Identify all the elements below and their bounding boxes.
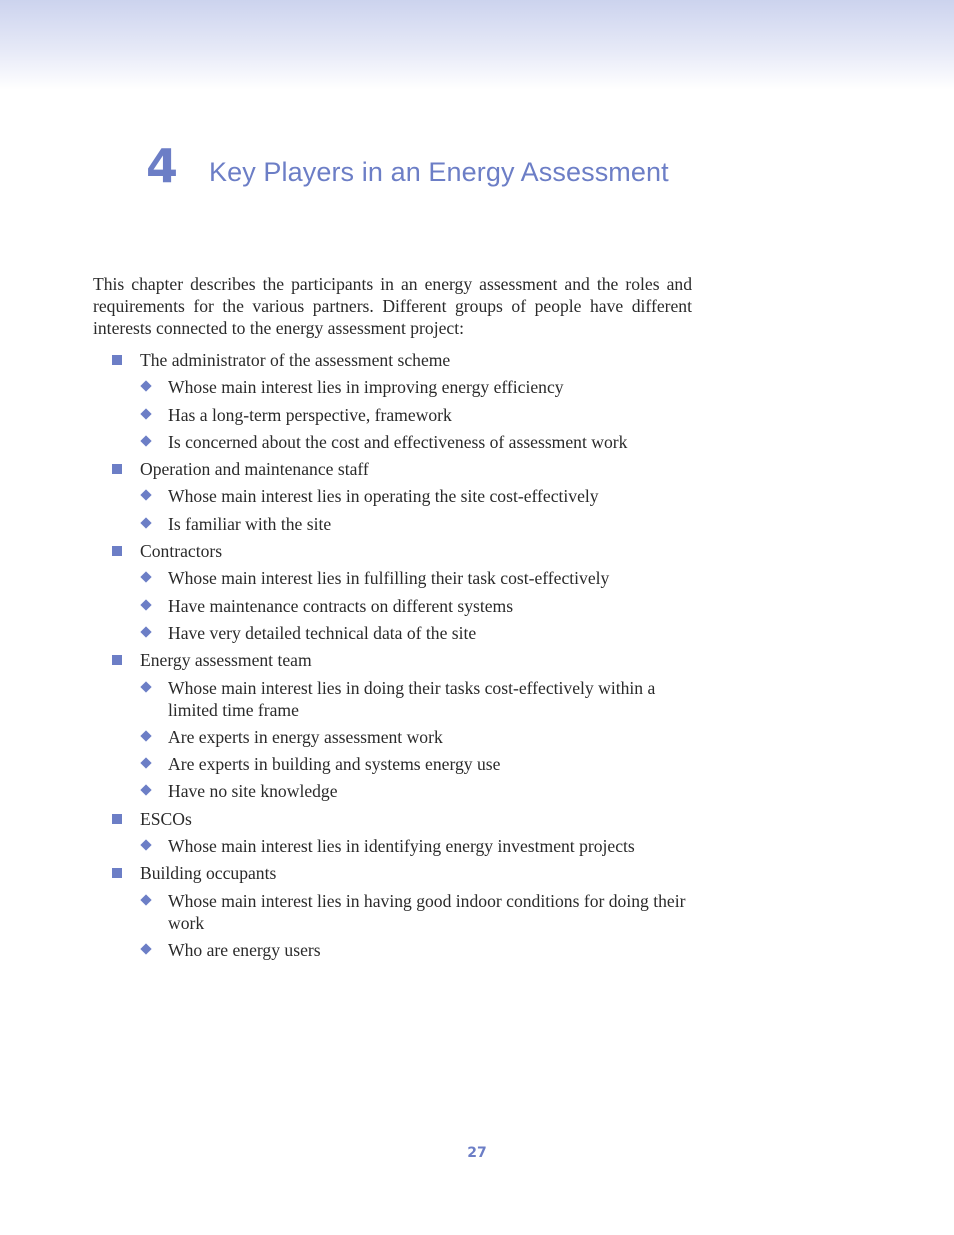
sublist	[111, 485, 701, 534]
list-item	[111, 649, 701, 802]
sub-item-text: Whose main interest lies in operating the site cost-effectively	[168, 486, 599, 507]
sub-item-text: Is familiar with the site	[168, 513, 332, 534]
intro-paragraph: This chapter describes the participants in an energy assessment and the roles and requirements for the various partners. Different groups of people have different interests connected to the energy assessment project:	[93, 274, 692, 338]
group-label: Operation and maintenance staff	[140, 459, 369, 480]
list-item	[111, 540, 701, 644]
key-players-list	[111, 349, 701, 961]
sub-list-item	[111, 622, 701, 644]
sub-item-text: Is concerned about the cost and effectiveness of assessment work	[168, 431, 628, 452]
square-bullet-icon	[112, 464, 122, 474]
sub-list-item	[111, 404, 701, 426]
diamond-bullet-icon	[140, 785, 151, 796]
sub-item-text: Whose main interest lies in improving energy efficiency	[168, 377, 564, 398]
sublist	[111, 376, 701, 453]
list-item	[111, 808, 701, 857]
page-number: 27	[467, 1145, 487, 1161]
sub-item-text: Whose main interest lies in identifying energy investment projects	[168, 836, 635, 857]
diamond-bullet-icon	[140, 839, 151, 850]
diamond-bullet-icon	[140, 490, 151, 501]
group-label: The administrator of the assessment scheme	[140, 350, 451, 370]
group-label: ESCOs	[140, 808, 192, 829]
square-bullet-icon	[112, 868, 122, 878]
diamond-bullet-icon	[140, 435, 151, 446]
square-bullet-icon	[112, 355, 122, 365]
sub-item-text: Whose main interest lies in doing their tasks cost-effectively within a limited time frame	[168, 677, 656, 720]
sub-list-item	[111, 376, 701, 398]
sub-item-text: Are experts in energy assessment work	[168, 726, 443, 747]
sub-list-item	[111, 939, 701, 961]
sub-list-item	[111, 567, 701, 589]
sub-item-text: Whose main interest lies in having good indoor conditions for doing their work	[168, 890, 686, 933]
sub-list-item	[111, 513, 701, 535]
chapter-title: Key Players in an Energy Assessment	[209, 157, 669, 187]
list-item	[111, 458, 701, 535]
sublist	[111, 890, 701, 961]
sub-item-text: Have very detailed technical data of the site	[168, 622, 477, 643]
diamond-bullet-icon	[140, 572, 151, 583]
diamond-bullet-icon	[140, 517, 151, 528]
sub-list-item	[111, 595, 701, 617]
sublist	[111, 835, 701, 857]
group-label: Building occupants	[140, 863, 277, 884]
diamond-bullet-icon	[140, 757, 151, 768]
sub-list-item	[111, 890, 701, 934]
sub-item-text: Have maintenance contracts on different systems	[168, 595, 514, 616]
sub-list-item	[111, 485, 701, 507]
sub-item-text: Have no site knowledge	[168, 781, 338, 802]
sub-item-text: Whose main interest lies in fulfilling their task cost-effectively	[168, 568, 610, 589]
sub-list-item	[111, 753, 701, 775]
group-label: Energy assessment team	[140, 650, 312, 671]
sub-list-item	[111, 431, 701, 453]
square-bullet-icon	[112, 655, 122, 665]
sub-list-item	[111, 677, 701, 721]
diamond-bullet-icon	[140, 408, 151, 419]
sub-item-text: Are experts in building and systems energy use	[168, 754, 501, 775]
diamond-bullet-icon	[140, 681, 151, 692]
list-item	[111, 862, 701, 961]
sub-list-item	[111, 780, 701, 802]
sub-item-text: Has a long-term perspective, framework	[168, 404, 452, 425]
group-label: Contractors	[140, 541, 223, 562]
chapter-number: 4	[146, 139, 179, 193]
diamond-bullet-icon	[140, 730, 151, 741]
square-bullet-icon	[112, 546, 122, 556]
list-item	[111, 349, 701, 453]
sub-list-item	[111, 726, 701, 748]
diamond-bullet-icon	[140, 599, 151, 610]
sub-list-item	[111, 835, 701, 857]
diamond-bullet-icon	[140, 626, 151, 637]
square-bullet-icon	[112, 814, 122, 824]
diamond-bullet-icon	[140, 381, 151, 392]
diamond-bullet-icon	[140, 943, 151, 954]
sublist	[111, 677, 701, 803]
sub-item-text: Who are energy users	[168, 939, 321, 960]
diamond-bullet-icon	[140, 894, 151, 905]
header-band	[0, 0, 954, 90]
sublist	[111, 567, 701, 644]
